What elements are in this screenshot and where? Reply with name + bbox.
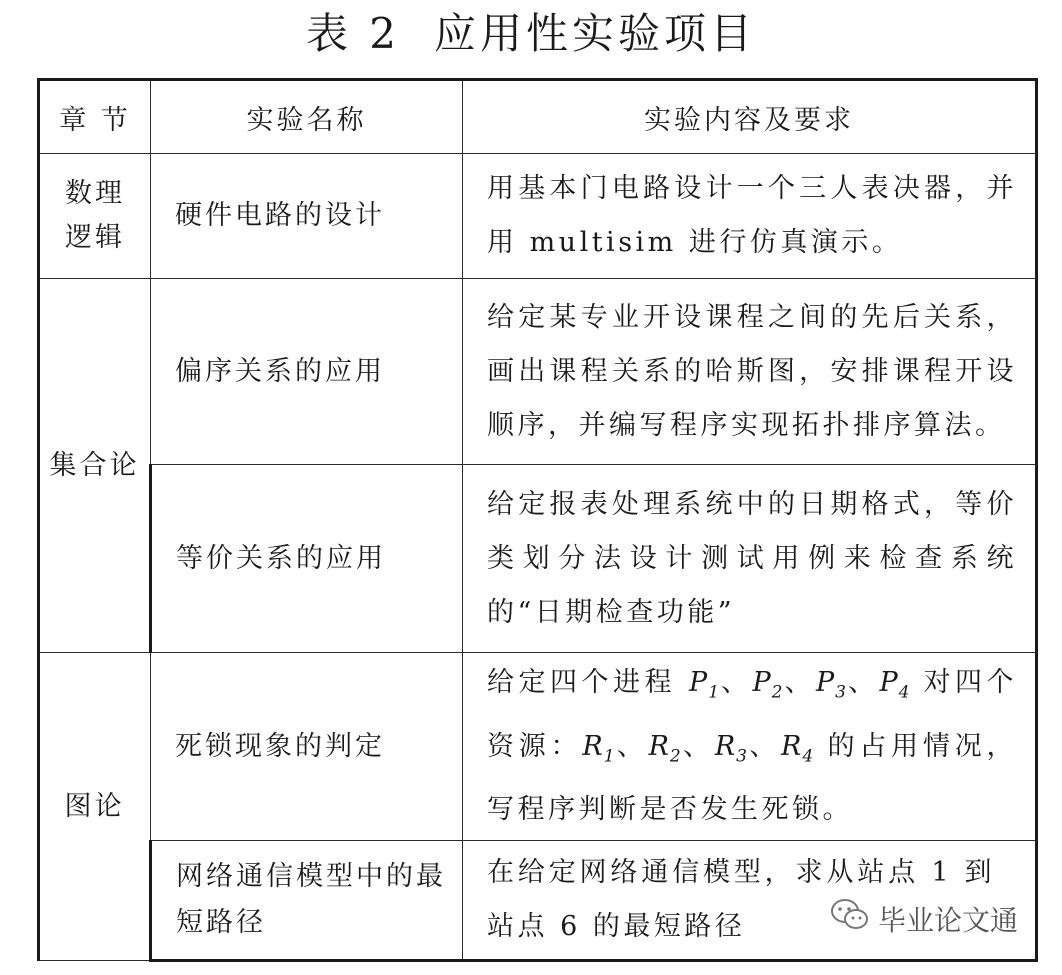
separator: 、 [720,667,753,699]
resource-variable: $R_4$ [781,730,815,766]
table-header-row [39,80,1037,154]
process-variable: $P_2$ [752,667,784,703]
chapter-cell: 数理逻辑 [39,154,151,279]
name-cell: 偏序关系的应用 [151,279,463,465]
name-cell: 网络通信模型中的最短路径 [151,841,463,961]
name-cell: 等价关系的应用 [151,465,463,653]
watermark-text: 毕业论文通 [878,903,1019,937]
content-text: 的占用情况，写程序判断是否发生死锁。 [487,730,1017,825]
header-chapter: 章 节 [39,80,151,154]
table-row [39,279,1037,465]
content-cell: 用基本门电路设计一个三人表决器，并用 multisim 进行仿真演示。 [463,154,1037,279]
separator: 、 [846,667,880,699]
content-cell [463,653,1037,841]
chapter-cell: 图论 [39,653,151,961]
name-cell: 死锁现象的判定 [151,653,463,841]
table-caption [0,8,1062,60]
content-text: 对四个资源： [487,667,1018,762]
header-name: 实验名称 [151,80,463,154]
table-title: 应用性实验项目 [434,9,757,58]
content-cell: 给定某专业开设课程之间的先后关系，画出课程关系的哈斯图，安排课程开设顺序，并编写程序实现拓扑排序算法。 [463,279,1037,465]
process-variable: $P_3$ [815,667,847,703]
table-row [39,653,1037,841]
table-row [39,154,1037,279]
table-row [39,465,1037,653]
wechat-icon [830,898,870,939]
header-content: 实验内容及要求 [463,80,1037,154]
content-text: 给定四个进程 [487,667,690,699]
resource-variable: $R_2$ [648,730,682,766]
separator: 、 [615,730,649,762]
resource-variable: $R_1$ [582,730,616,766]
resource-variable: $R_3$ [714,730,748,766]
content-cell: 给定报表处理系统中的日期格式，等价类划分法设计测试用例来检查系统的“日期检查功能” [463,465,1037,653]
watermark [830,898,1018,939]
separator: 、 [681,730,715,762]
separator: 、 [747,730,782,762]
experiment-table [37,78,1038,962]
table-number: 表 2 [305,9,401,58]
content-cell: 在给定网络通信模型，求从站点 1 到站点 6 的最短路径 [463,841,1037,961]
process-variable: $P_1$ [689,667,721,703]
chapter-cell: 集合论 [39,279,151,653]
separator: 、 [783,667,816,699]
process-variable: $P_4$ [879,667,911,703]
name-cell: 硬件电路的设计 [151,154,463,279]
